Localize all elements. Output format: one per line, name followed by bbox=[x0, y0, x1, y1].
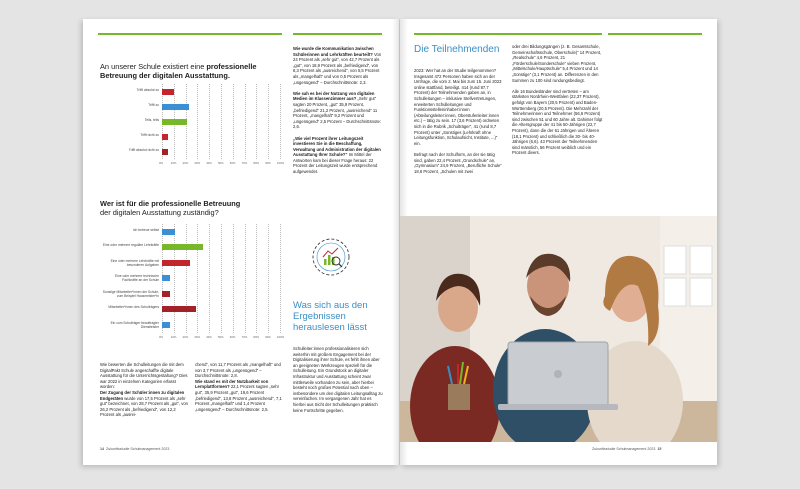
chart1-tick-label: 10% bbox=[170, 161, 177, 165]
chart2-category-label: Sonstige Mitarbeiter*innen der Schule, zum Beispiel Hausmeister*in bbox=[102, 289, 159, 298]
footer-left: 14 Zukunftsstudie Schulmanagement 2023 bbox=[100, 447, 170, 451]
chart1-category-label: Teils, teils bbox=[144, 117, 159, 122]
chart1-tick-label: 30% bbox=[194, 161, 200, 165]
chart1-bar bbox=[162, 119, 187, 125]
chart1-tick-label: 20% bbox=[182, 161, 189, 165]
left-col1b-text: chend“, von 11,7 Prozent als „mangelhaft“ und von 3,7 Prozent als „ungenügend“ – Durchschnittsnote: 2,8. Wie stand es mit der Nutzbarkeit von Lernplattformen? 22,1 Prozent sagten „sehr gut“, 35,9 Prozent „gut“, 19,6 Prozent „befriedigend“, 13,8 Prozent „ausreichend“, 7,1 Prozent „mangelhaft“ und 1,4 Prozent „ungenügend“ – Durchschnittsnote: 2,5. bbox=[195, 362, 282, 412]
chart2-tick-label: 100% bbox=[277, 334, 285, 339]
chart1-gridline bbox=[221, 84, 222, 159]
chart1-title: An unserer Schule existiert eine professionelle Betreuung der digitalen Ausstattung. bbox=[100, 62, 257, 80]
chart2-bar bbox=[162, 275, 170, 281]
chart1-category-label: Trifft absolut zu bbox=[136, 87, 159, 92]
chart1-gridline bbox=[256, 84, 257, 159]
left-top-rule bbox=[98, 33, 282, 35]
chart2-bar bbox=[162, 322, 170, 328]
chart2-gridline bbox=[197, 224, 198, 333]
section-heading: Was sich aus den Ergebnissen herauslesen lässt bbox=[293, 300, 368, 333]
chart2-gridline bbox=[280, 224, 281, 333]
chart1-tick-label: 0% bbox=[159, 161, 164, 165]
right-col1-text: 2023: Wer hat an der Studie teilgenommen? Insgesamt 472 Personen haben sich an der Umfrage, die vom 2. Mai bis zum 15. Juni 2023 online stattfand, beteiligt. 414 (rund 87,7 Prozent) der Teilnehmenden gaben an, in Schulleitungen – inklusive Stellvertretungen, erweiterten Schulleitungen und Funktionsstelleninhaber:innen (Abteilungsleiter:innen, Oberstufenleiter:innen etc.) – tätig zu sein. 17 (3,6 Prozent) ordneten sich in die Rubrik „Schulträger“, 41 (rund 8,7 Prozent) unter „Sonstiges (Lehrkraft ohne Leitungsfunktion, Schulaufsicht, Institute, ...)“ ein. Befragt nach der Schulform, an der sie tätig sind, gaben 22,4 Prozent „Grundschule“ an, „Gymnasium“ 24,9 Prozent, „Berufliche Schule“ 18,6 Prozent, „Schulen mit zwei bbox=[414, 68, 502, 174]
chart2-gridline bbox=[186, 224, 187, 333]
chart1-tick-label: 60% bbox=[229, 161, 236, 165]
chart1-gridline bbox=[268, 84, 269, 159]
chart2-gridline bbox=[174, 224, 175, 333]
chart2-category-label: Eine oder mehrere reguläre Lehrkräfte bbox=[102, 243, 159, 248]
chart1-category-label: Trifft zu bbox=[148, 102, 159, 107]
chart2-bar bbox=[162, 229, 175, 235]
chart2-gridline bbox=[245, 224, 246, 333]
chart1-category-label: Trifft absolut nicht zu bbox=[128, 147, 159, 152]
chart1-tick-label: 80% bbox=[253, 161, 259, 165]
chart2-bar bbox=[162, 291, 170, 297]
right-top-rule-2 bbox=[608, 33, 702, 35]
left-col2-text: Wie wurde die Kommunikation zwischen Schülerinnen und Lehrkräften beurteilt? Von 24 Prozent als „sehr gut“, von 42,7 Prozent als „gut“, von 18,9 Prozent als „befriedigend“, von 8,3 Prozent als „ausreichend“, von 5,5 Prozent als „mangelhaft“ und von 0,5 Prozent als „ungenügend“ – Durchschnittsnote: 2,3. Wie sah es bei der Nutzung von digitalen Medien im Klassenzimmer aus? „Sehr gut“ sagten 20 Prozent, „gut“ 35,9 Prozent, „befriedigend“ 21,2 Prozent, „ausreichend“ 11 Prozent, „mangelhaft“ 9,2 Prozent und „ungenügend“ 2,5 Prozent – Durchschnittsnote: 2,6. „Wie viel Prozent ihrer Leitungszeit investieren Sie in die Beschaffung, Verwaltung und Administration der digitalen Ausstattung Ihrer Schule?“ Im Mittel der Antworten kam bei dieser Frage heraus: 22 Prozent der Leitungszeit wurde entsprechend aufgewendet. bbox=[293, 46, 382, 175]
chart2-category-label: Eine oder mehrere Lehrkräfte mit besonderen Aufgaben bbox=[110, 258, 159, 267]
chart2-category-label: Eine oder mehrere technische Fachkräfte an der Schule bbox=[115, 274, 159, 283]
right-heading: Die Teilnehmenden bbox=[414, 44, 500, 55]
chart2-gridline bbox=[221, 224, 222, 333]
chart2-gridline bbox=[209, 224, 210, 333]
chart1-tick-label: 90% bbox=[265, 161, 271, 165]
chart2-tick-label: 30% bbox=[194, 334, 200, 339]
chart2-category-label: Mitarbeiter*innen des Schulträgers bbox=[108, 305, 159, 310]
chart2-title: Wer ist für die professionelle Betreuung der digitalen Ausstattung zuständig? bbox=[100, 199, 241, 217]
chart2-bar bbox=[162, 244, 203, 250]
left-col1-text: Wie bewerten die Schulleitungen die mit dem DigitalPakt Schule angeschaffte digitale Ausstattung für die Unterrichtsgestaltung? Dies war 2022 in einzelnen Kategorien erfasst worden: Der Zugang der Schüler:innen zu digitalen Endgeräten wurde von 17,5 Prozent als „sehr gut“ bezeichnet, von 28,7 Prozent als „gut“, von 26,2 Prozent als „befriedigend“, von 12,2 Prozent als „ausrei- bbox=[100, 362, 188, 418]
chart2-tick-label: 80% bbox=[253, 334, 259, 339]
chart2-tick-label: 20% bbox=[182, 334, 189, 339]
chart2-bar bbox=[162, 306, 196, 312]
right-col2-text: oder drei Bildungsgängen (z. B. Gesamtschule, Gemeinschaftsschule, Oberschule)“ 14 Prozent, „Realschule“ 4,6 Prozent, 21 „Förderschule/Sonderschule“ vieben Prozent, „Mittelschule/Hauptschule“ 5,4 Prozent und 14 „Sonstige“ (3,1 Prozent) an. Differenzen in den Summen zu 100 sind rundungsbedingt. Alle 16 Bundesländer sind vertreten – am stärksten Nordrhein-Westfalen (22,37 Prozent), gefolgt von Bayern (20,5 Prozent) und Baden-Württemberg (20,5 Prozent). Die Mehrzahl der Teilnehmerinnen und Teilnehmer (56,6 Prozent) sind zwischen 51 und 60 Jahre alt. Dahinter folgt die Altersgruppe der 41 bis 50-Jährigen (22,7 Prozent), dann die der 61 Jährigen und Älteren (18,1 Prozent) und schließlich die 30- bis 40-Jährigen (6,6). 43 Prozent der Teilnehmenden sind männlich, 56 Prozent weiblich und ein Prozent divers. bbox=[512, 44, 603, 156]
chart2-tick-label: 40% bbox=[206, 334, 212, 339]
chart2-tick-label: 60% bbox=[229, 334, 236, 339]
chart2-gridline bbox=[268, 224, 269, 333]
chart1-gridline bbox=[209, 84, 210, 159]
chart2-tick-label: 70% bbox=[241, 334, 248, 339]
chart2-tick-label: 50% bbox=[218, 334, 224, 339]
chart1-tick-label: 100% bbox=[277, 161, 285, 165]
chart1-bar bbox=[162, 104, 189, 110]
chart2-category-label: Ich betreue selbst bbox=[132, 227, 159, 232]
chart1-category-label: Trifft nicht zu bbox=[140, 132, 159, 137]
chart1-gridline bbox=[233, 84, 234, 159]
chart1-gridline bbox=[197, 84, 198, 159]
chart1-tick-label: 50% bbox=[218, 161, 224, 165]
section-body: Schulleiter:innen professionalisieren sich weiterhin mit großem Engagement bei der Digitalisierung ihrer Schule, es fehlt ihnen aber an geeigneten Werkzeugen speziell für die Schulleitung. Ein Grundstock an digitaler Infrastruktur und Ausstattung scheint zwar mittlerweile vorhanden zu sein, aber hierbei besteht noch großes Potential nach oben – insbesondere um den digitalen Leitungsalltag zu vereinfachen. Im vergangenen Jahr hat es hierbei aus Sicht der Schulleitungen praktisch keine Fortschritte gegeben. bbox=[293, 346, 383, 413]
chart1-gridline bbox=[245, 84, 246, 159]
chart1-bar bbox=[162, 89, 174, 95]
chart1-tick-label: 40% bbox=[206, 161, 212, 165]
chart1-bar bbox=[162, 149, 168, 155]
chart1-gridline bbox=[280, 84, 281, 159]
chart2-gridline bbox=[233, 224, 234, 333]
chart2-bar bbox=[162, 260, 190, 266]
chart1-bar bbox=[162, 134, 168, 140]
chart2-tick-label: 0% bbox=[159, 334, 164, 339]
footer-right: Zukunftsstudie Schulmanagement 2023 15 bbox=[592, 447, 662, 451]
chart2-tick-label: 10% bbox=[170, 334, 177, 339]
chart2-tick-label: 90% bbox=[265, 334, 271, 339]
team-photo bbox=[400, 216, 717, 442]
chart2-gridline bbox=[256, 224, 257, 333]
chart1-tick-label: 70% bbox=[241, 161, 248, 165]
chart-magnifier-icon bbox=[311, 237, 351, 277]
chart2-category-label: Ein vom Schulträger beauftragter Dienstleister bbox=[110, 320, 159, 329]
right-top-rule bbox=[414, 33, 602, 35]
left-top-rule-2 bbox=[293, 33, 382, 35]
